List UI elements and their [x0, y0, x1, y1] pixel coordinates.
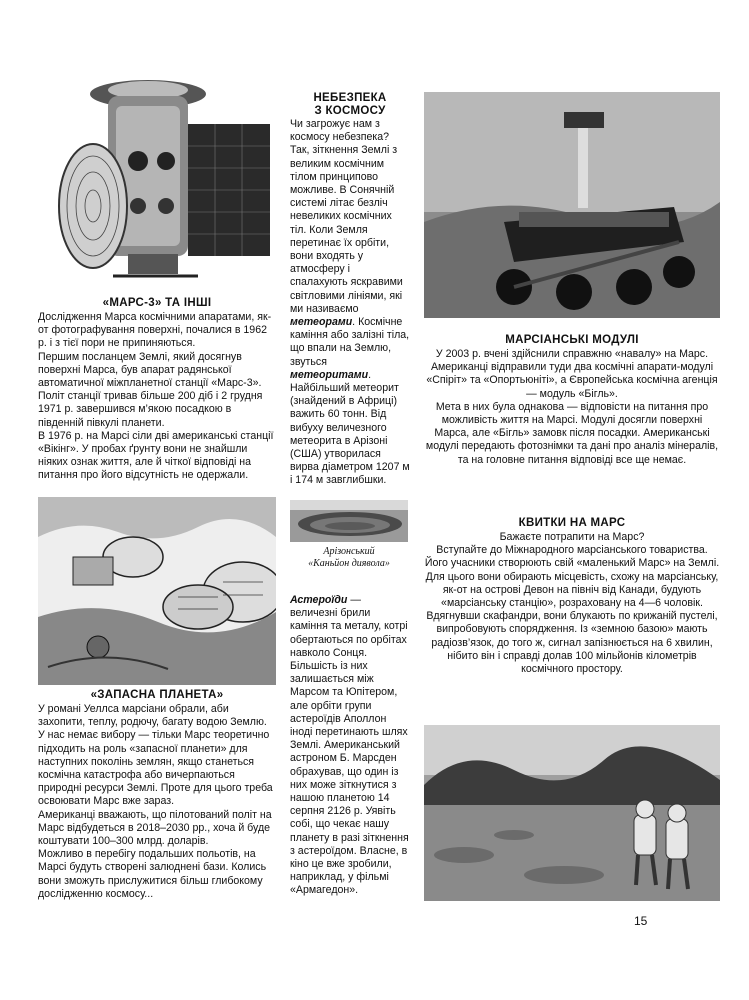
mars3-paragraph: В 1976 р. на Марсі сіли дві американські станції «Вікінг». У пробах ґрунту вони не знайшли ніяких ознак життя, але й чіткої відповіді на питання про його відсутність не одержали.	[38, 429, 274, 482]
mars3-paragraph: Першим посланцем Землі, який досягнув поверхні Марса, був апарат радянської автоматичної міжпланетної станції «Марс-3». Політ станції тривав більше 200 діб і 2 грудня 1971 р. завершився м’якою посадкою в південній півкулі планети.	[38, 350, 263, 429]
tickets-title: КВИТКИ НА МАРС	[518, 517, 626, 529]
asteroids-text	[290, 594, 410, 898]
danger-text-part: Космічне каміння або залізні тіла, що впали на Землю, звуться	[290, 316, 410, 368]
page-number: 15	[634, 914, 648, 928]
danger-title-line: З КОСМОСУ	[314, 105, 386, 117]
asteroids-term: Астероїди	[290, 594, 348, 606]
tickets-text	[424, 531, 720, 676]
mars3-paragraph: Дослідження Марса космічними апаратами, як-от фотографування поверхні, почалися в 1962 р. і з тієї пори не припиняються.	[38, 311, 272, 350]
reserve-paragraph: Американці вважають, що пілотований політ на Марс відбудеться в 2018–2030 рр., хоча й буде коштувати 100–300 млрд. доларів.	[38, 808, 272, 848]
danger-text-part: Найбільший метеорит (знайдений в Африці) важить 60 тонн. Від вибуху величезного метеорита в Арізоні (США) утворилася вирва діаметром 1207 м і 174 м завглибшки.	[290, 382, 410, 487]
modules-paragraph: Мета в них була однакова — відповісти на питання про можливість життя на Марсі. Модулі досягли поверхні Марса, але «Бігль» замовк після посадки. Американські модулі передають фотознімки та дані про аналіз мінералів, та на головне питання відповіді все ще немає.	[425, 400, 719, 466]
reserve-title: «ЗАПАСНА ПЛАНЕТА»	[90, 689, 224, 701]
mars3-probe-illustration	[38, 66, 276, 291]
mars3-text	[38, 311, 276, 483]
mars-base-illustration	[38, 497, 276, 685]
meteorites-term: метеоритами	[290, 368, 369, 381]
reserve-paragraph: У романі Уеллса марсіани обрали, аби захопити, теплу, родючу, багату водою Землю.	[38, 703, 267, 729]
crater-caption	[290, 546, 408, 570]
reserve-paragraph: У нас немає вибору — тільки Марс теоретично підходить на роль «запасної планети» для наступних поколінь землян, якщо станеться космічна катастрофа або вичерпаються природні ресурси Землі. Проте для цього треба освоювати Марс вже зараз.	[38, 729, 273, 808]
modules-title: МАРСІАНСЬКІ МОДУЛІ	[505, 334, 639, 346]
tickets-paragraph: Вступайте до Міжнародного марсіанського товариства. Його учасники створюють свій «маленький Марс» на Землі. Для цього вони обирають місцевість, схожу на марсіанську, як-от на острові Девон на північ від Канади, будують «марсіанську станцію», розраховану на 4—6 чоловік. Вдягнувши скафандри, вони блукають по крижаній пустелі, випробовують спорядження. Із «земною базою» мають радіозв’язок, до того ж, сигнал запізнюється на 6 хвилин, нібито він і справді долав 100 мільйонів кілометрів космічного простору.	[424, 544, 720, 676]
arizona-crater-photo	[290, 500, 408, 542]
danger-title	[290, 92, 410, 118]
reserve-text	[38, 703, 276, 901]
modules-text	[424, 348, 720, 467]
mars-rover-photo	[424, 92, 720, 318]
danger-text-part: Чи загрожує нам з космосу небезпека? Так, зіткнення Землі з великим космічним тілом принципово можливе. В Сонячній системі літає безліч невеликих космічних тіл. Коли Земля перетинає їх орбіти, вони входять у атмосферу і спалахують яскравими світловими лініями, які ми називаємо	[290, 118, 403, 315]
caption-line: Арізонський	[323, 546, 375, 557]
mars3-title: «МАРС-3» ТА ІНШІ	[102, 297, 212, 309]
danger-title-line: НЕБЕЗПЕКА	[313, 92, 387, 104]
reserve-paragraph: Можливо в перебігу подальших польотів, на Марсі будуть створені залюднені бази. Колись вони зможуть прислужитися більш глибокому дослідженню космосу...	[38, 848, 267, 900]
modules-paragraph: У 2003 р. вчені здійснили справжню «навалу» на Марс. Американці відправили туди два космічні апарати-модулі «Спіріт» та «Опортьюніті», а Європейська космічна агенція — модуль «Бігль».	[426, 348, 718, 400]
danger-text: Чи загрожує нам з космосу небезпека? Так, зіткнення Землі з великим космічним тілом принципово можливе. В Сонячній системі літає безліч невеликих космічних тіл. Коли Земля перетинає їх орбіти, вони входять у атмосферу і спалахують яскравими світловими лініями, які ми називаємо метеорами. Космічне каміння або залізні тіла, що впали на Землю, звуться метеоритами. Найбільший метеорит (знайдений в Африці) важить 60 тонн. Від вибуху величезного метеорита в Арізоні (США) утворилася вирва діаметром 1207 м і 174 м завглибшки.	[290, 118, 410, 487]
astronauts-photo	[424, 725, 720, 901]
tickets-paragraph: Бажаєте потрапити на Марс?	[499, 531, 645, 543]
meteors-term: метеорами	[290, 316, 353, 329]
caption-line: «Каньйон диявола»	[308, 558, 390, 569]
asteroids-text-part: — величезні брили каміння та металу, котрі обертаються по орбітах навколо Сонця. Більшість із них залишається між Марсом та Юпітером, але орбіти групи астероїдів Аполлон іноді перетинають шлях Землі. Американський астроном Б. Марсден обрахував, що один із них може зіткнутися з нашою планетою 14 серпня 2126 р. Уявіть собі, що чекає нашу планету в разі зіткнення з астероїдом. Власне, в кіно це вже зробили, наприклад, у фільмі «Армагедон».	[290, 594, 409, 897]
